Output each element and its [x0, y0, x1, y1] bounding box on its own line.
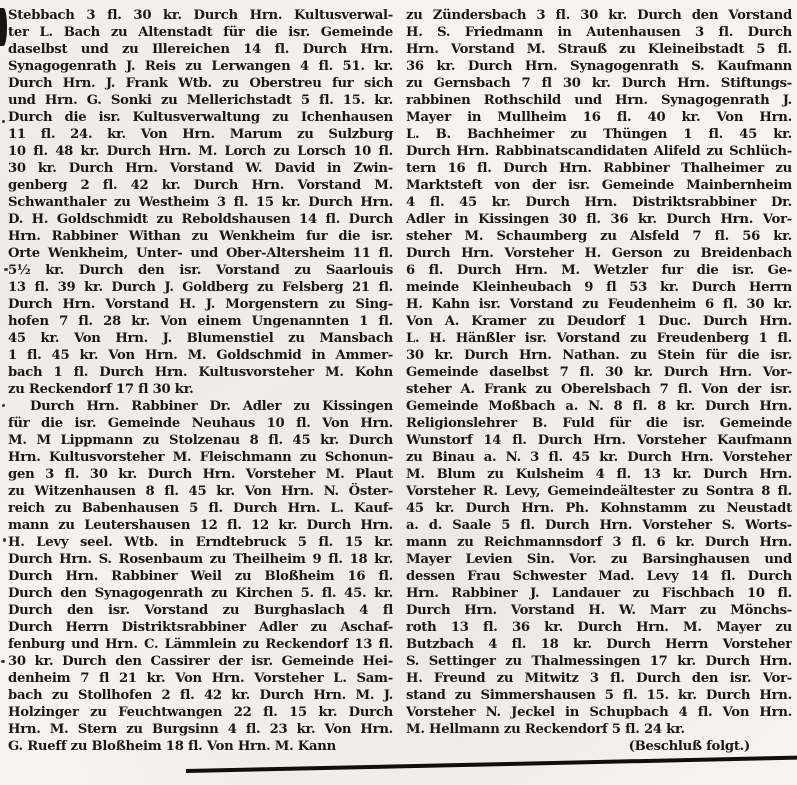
- text-line: ter L. Bach zu Altenstadt für die isr. Gemeinde: [8, 25, 393, 40]
- text-line: 30 kr. Durch Hrn. Nathan. zu Stein für die isr.: [406, 348, 792, 363]
- text-line: Hrn. Rabbiner J. Landauer zu Fischbach 10 fl.: [406, 586, 792, 601]
- text-line: und Hrn. G. Sonki zu Mellerichstadt 5 fl. 15. kr.: [8, 93, 393, 108]
- text-line: H. S. Friedmann in Autenhausen 3 fl. Durch: [406, 25, 792, 40]
- text-line: Religionslehrer B. Fuld für die isr. Gemeinde: [406, 416, 792, 431]
- text-line: Von A. Kramer zu Deudorf 1 Duc. Durch Hrn.: [406, 314, 792, 329]
- text-line: Durch Hrn. J. Frank Wtb. zu Oberstreu fur sich: [8, 76, 393, 91]
- text-line: 1 fl. 45 kr. Von Hrn. M. Goldschmid in Ammer-: [8, 348, 393, 363]
- text-line: Durch den Synagogenrath zu Kirchen 5. fl. 45. kr.: [8, 586, 393, 601]
- text-line: H. Kahn isr. Vorstand zu Feudenheim 6 fl. 30 kr.: [406, 297, 792, 312]
- text-line: M. Hellmann zu Reckendorf 5 fl. 24 kr.: [406, 722, 685, 737]
- bottom-rule: [186, 756, 797, 773]
- text-line: 6 fl. Durch Hrn. M. Wetzler fur die isr. Ge-: [406, 263, 792, 278]
- text-line: Durch den isr. Vorstand zu Burghaslach 4 fl: [8, 603, 393, 618]
- text-line: Durch Hrn. Rabbiner Weil zu Bloßheim 16 fl.: [8, 569, 393, 584]
- text-line: fenburg und Hrn. C. Lämmlein zu Reckendorf 13 fl.: [8, 637, 393, 652]
- text-line: bach 1 fl. Durch Hrn. Kultusvorsteher M. Kohn: [8, 365, 393, 380]
- scan-artifact: [4, 268, 8, 271]
- text-line: 36 kr. Durch Hrn. Synagogenrath S. Kaufmann: [406, 59, 792, 74]
- text-line: Durch Hrn. Vorstand H. W. Marr zu Mönchs-: [406, 603, 792, 618]
- text-line: Schwanthaler zu Westheim 3 fl. 15 kr. Durch Hrn.: [8, 195, 393, 210]
- text-line: Orte Wenkheim, Unter- und Ober-Altersheim 11 fl.: [8, 246, 393, 261]
- text-line: G. Rueff zu Bloßheim 18 fl. Von Hrn. M. Kann: [8, 739, 336, 754]
- scan-artifact: [1, 660, 5, 663]
- text-line: H. Levy seel. Wtb. in Erndtebruck 5 fl. 15 kr.: [8, 535, 393, 550]
- text-line: Vorsteher N. Jeckel in Schupbach 4 fl. Von Hrn.: [406, 705, 792, 720]
- text-line: D. H. Goldschmidt zu Reboldshausen 14 fl. Durch: [8, 212, 393, 227]
- text-line: 11 fl. 24. kr. Von Hrn. Marum zu Sulzburg: [8, 127, 393, 142]
- text-line: Synagogenrath J. Reis zu Lerwangen 4 fl. 51. kr.: [8, 59, 393, 74]
- text-line: Hrn. M. Stern zu Burgsinn 4 fl. 23 kr. Von Hrn.: [8, 722, 393, 737]
- text-line: 4 fl. 45 kr. Durch Hrn. Distriktsrabbiner Dr.: [406, 195, 792, 210]
- scan-artifact: [3, 538, 6, 542]
- text-line: Durch Hrn. Vorsteher H. Gerson zu Breidenbach: [406, 246, 792, 261]
- text-line: bach zu Stollhofen 2 fl. 42 kr. Durch Hrn. M. J.: [8, 688, 393, 703]
- left-column: [8, 7, 393, 755]
- text-line: Durch Hrn. Rabbinatscandidaten Alifeld zu Schlüch-: [406, 144, 792, 159]
- text-line: zu Zündersbach 3 fl. 30 kr. Durch den Vorstand: [406, 8, 792, 23]
- text-line: tern 16 fl. Durch Hrn. Rabbiner Thalheimer zu: [406, 161, 792, 176]
- text-line: genberg 2 fl. 42 kr. Durch Hrn. Vorstand M.: [8, 178, 393, 193]
- text-line: 45 kr. Durch Hrn. Ph. Kohnstamm zu Neustadt: [406, 501, 792, 516]
- text-line: gen 3 fl. 30 kr. Durch Hrn. Vorsteher M. Plaut: [8, 467, 393, 482]
- text-line: 45 kr. Von Hrn. J. Blumenstiel zu Mansbach: [8, 331, 393, 346]
- text-line: Holzinger zu Feuchtwangen 22 fl. 15 kr. Durch: [8, 705, 393, 720]
- text-line: Wunstorf 14 fl. Durch Hrn. Vorsteher Kaufmann: [406, 433, 792, 448]
- text-line: zu Reckendorf 17 fl 30 kr.: [8, 382, 194, 397]
- text-line: Gemeinde daselbst 7 fl. 30 kr. Durch Hrn. Vor-: [406, 365, 792, 380]
- closing-note: (Beschluß folgt.): [628, 739, 750, 754]
- text-line: zu Gernsbach 7 fl 30 kr. Durch Hrn. Stiftungs-: [406, 76, 792, 91]
- text-line: roth 13 fl. 36 kr. Durch Hrn. M. Mayer zu: [406, 620, 792, 635]
- text-line: reich zu Babenhausen 5 fl. Durch Hrn. L. Kauf-: [8, 501, 393, 516]
- text-line: Hrn. Kultusvorsteher M. Fleischmann zu Schonun-: [8, 450, 393, 465]
- text-line: 13 fl. 39 kr. Durch J. Goldberg zu Felsberg 21 fl.: [8, 280, 393, 295]
- text-line: 5½ kr. Durch den isr. Vorstand zu Saarlouis: [8, 263, 393, 278]
- text-line: Butzbach 4 fl. 18 kr. Durch Herrn Vorsteher: [406, 637, 792, 652]
- text-line: a. d. Saale 5 fl. Durch Hrn. Vorsteher S. Worts-: [406, 518, 792, 533]
- text-line: L. H. Hänßler isr. Vorstand zu Freudenberg 1 fl.: [406, 331, 792, 346]
- text-line: Gemeinde Moßbach a. N. 8 fl. 8 kr. Durch Hrn.: [406, 399, 792, 414]
- text-line: steher A. Frank zu Oberelsbach 7 fl. Von der isr.: [406, 382, 792, 397]
- text-line: Stebbach 3 fl. 30 kr. Durch Hrn. Kultusverwal-: [8, 8, 393, 23]
- text-line: Durch die isr. Kultusverwaltung zu Ichenhausen: [8, 110, 393, 125]
- scan-artifact: [2, 404, 5, 407]
- text-line: denheim 7 fl 21 kr. Von Hrn. Vorsteher L. Sam-: [8, 671, 393, 686]
- text-line: meinde Kleinheubach 9 fl 53 kr. Durch Herrn: [406, 280, 792, 295]
- scan-artifact: [2, 120, 5, 123]
- text-line: zu Witzenhausen 8 fl. 45 kr. Von Hrn. N. Öster-: [8, 484, 393, 499]
- text-line: Vorsteher R. Levy, Gemeindeältester zu Sontra 8 fl.: [406, 484, 792, 499]
- text-line: rabbinen Rothschild und Hrn. Synagogenrath J.: [406, 93, 792, 108]
- text-line: hofen 7 fl. 28 kr. Von einem Ungenannten 1 fl.: [8, 314, 393, 329]
- text-line: Durch Hrn. Rabbiner Dr. Adler zu Kissingen: [30, 399, 393, 414]
- text-line: für die isr. Gemeinde Neuhaus 10 fl. Von Hrn.: [8, 416, 393, 431]
- text-line: Durch Hrn. Vorstand H. J. Morgenstern zu Sing-: [8, 297, 393, 312]
- text-line: 10 fl. 48 kr. Durch Hrn. M. Lorch zu Lorsch 10 fl.: [8, 144, 393, 159]
- text-line: mann zu Reichmannsdorf 3 fl. 6 kr. Durch Hrn.: [406, 535, 792, 550]
- text-line: Hrn. Rabbiner Withan zu Wenkheim fur die isr.: [8, 229, 393, 244]
- text-line: 30 kr. Durch Hrn. Vorstand W. David in Zwin-: [8, 161, 393, 176]
- text-line: daselbst und zu Illereichen 14 fl. Durch Hrn.: [8, 42, 393, 57]
- text-line: M. M Lippmann zu Stolzenau 8 fl. 45 kr. Durch: [8, 433, 393, 448]
- scan-artifact: [0, 8, 7, 46]
- text-line: mann zu Leutershausen 12 fl. 12 kr. Durch Hrn.: [8, 518, 393, 533]
- text-line: dessen Frau Schwester Mad. Levy 14 fl. Durch: [406, 569, 792, 584]
- text-line: Durch Herrn Distriktsrabbiner Adler zu Aschaf-: [8, 620, 393, 635]
- text-line: L. B. Bachheimer zu Thüngen 1 fl. 45 kr.: [406, 127, 792, 142]
- text-line: Marktsteft von der isr. Gemeinde Mainbernheim: [406, 178, 792, 193]
- text-line: zu Binau a. N. 3 fl. 45 kr. Durch Hrn. Vorsteher: [406, 450, 792, 465]
- text-line: Mayer Levien Sin. Vor. zu Barsinghausen und: [406, 552, 792, 567]
- text-line: Adler in Kissingen 30 fl. 36 kr. Durch Hrn. Vor-: [406, 212, 792, 227]
- text-line: S. Settinger zu Thalmessingen 17 kr. Durch Hrn.: [406, 654, 792, 669]
- text-line: Mayer in Mullheim 16 fl. 40 kr. Von Hrn.: [406, 110, 792, 125]
- text-line: H. Freund zu Mitwitz 3 fl. Durch den isr. Vor-: [406, 671, 792, 686]
- text-line: stand zu Simmershausen 5 fl. 15. kr. Durch Hrn.: [406, 688, 792, 703]
- text-line: M. Blum zu Kulsheim 4 fl. 13 kr. Durch Hrn.: [406, 467, 792, 482]
- text-line: Durch Hrn. S. Rosenbaum zu Theilheim 9 fl. 18 kr.: [8, 552, 393, 567]
- text-line: steher M. Schaumberg zu Alsfeld 7 fl. 56 kr.: [406, 229, 792, 244]
- right-column: [406, 7, 792, 755]
- text-line: 30 kr. Durch den Cassirer der isr. Gemeinde Hei-: [8, 654, 393, 669]
- text-line: Hrn. Vorstand M. Strauß zu Kleineibstadt 5 fl.: [406, 42, 792, 57]
